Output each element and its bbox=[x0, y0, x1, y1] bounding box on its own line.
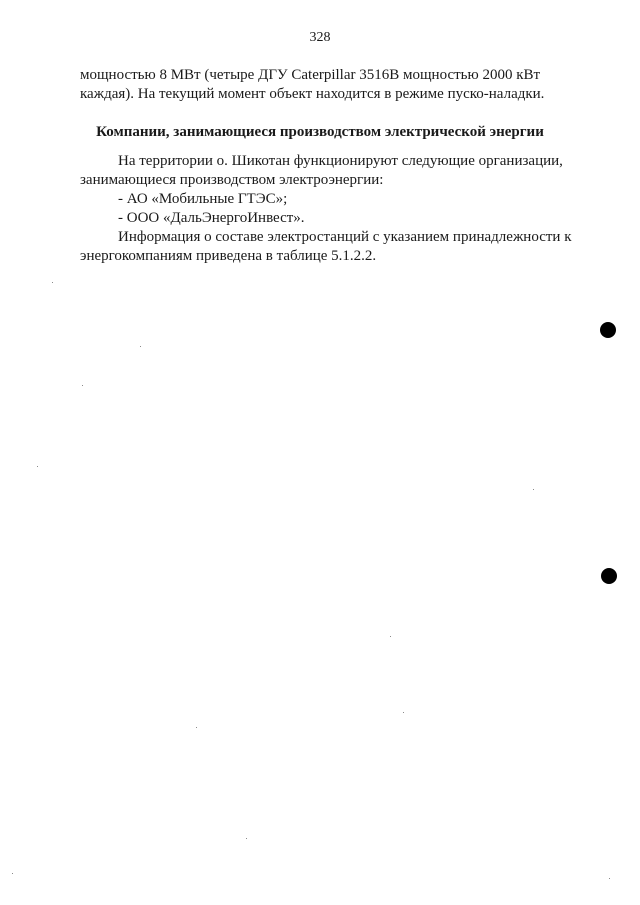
scan-speck bbox=[609, 878, 610, 879]
intro-paragraph bbox=[80, 66, 592, 104]
scan-speck bbox=[12, 873, 13, 874]
hole-punch-mark-top bbox=[600, 322, 616, 338]
scan-speck bbox=[37, 466, 38, 467]
scan-speck bbox=[246, 838, 247, 839]
scan-speck bbox=[140, 346, 141, 347]
paragraph-1-line-2: занимающиеся производством электроэнергии: bbox=[80, 172, 384, 188]
intro-line-2: каждая). На текущий момент объект находится в режиме пуско-наладки. bbox=[80, 86, 545, 102]
paragraph-2-line-1: Информация о составе электростанций с указанием принадлежности к bbox=[118, 229, 572, 245]
scan-speck bbox=[533, 489, 534, 490]
scan-speck bbox=[52, 282, 53, 283]
section-heading: Компании, занимающиеся производством электрической энергии bbox=[96, 124, 544, 140]
scan-speck bbox=[82, 385, 83, 386]
list-item-1: - АО «Мобильные ГТЭС»; bbox=[118, 191, 288, 207]
paragraph-2-line-2: энергокомпаниям приведена в таблице 5.1.2.2. bbox=[80, 248, 377, 264]
scan-speck bbox=[196, 727, 197, 728]
scan-speck bbox=[403, 712, 404, 713]
hole-punch-mark-bottom bbox=[601, 568, 617, 584]
list-item-2: - ООО «ДальЭнергоИнвест». bbox=[118, 210, 305, 226]
page-number: 328 bbox=[309, 30, 331, 45]
scan-speck bbox=[390, 636, 391, 637]
paragraph-1-line-1: На территории о. Шикотан функционируют следующие организации, bbox=[118, 153, 563, 169]
section-body bbox=[80, 152, 592, 266]
intro-line-1: мощностью 8 МВт (четыре ДГУ Caterpillar 3516В мощностью 2000 кВт bbox=[80, 67, 541, 83]
